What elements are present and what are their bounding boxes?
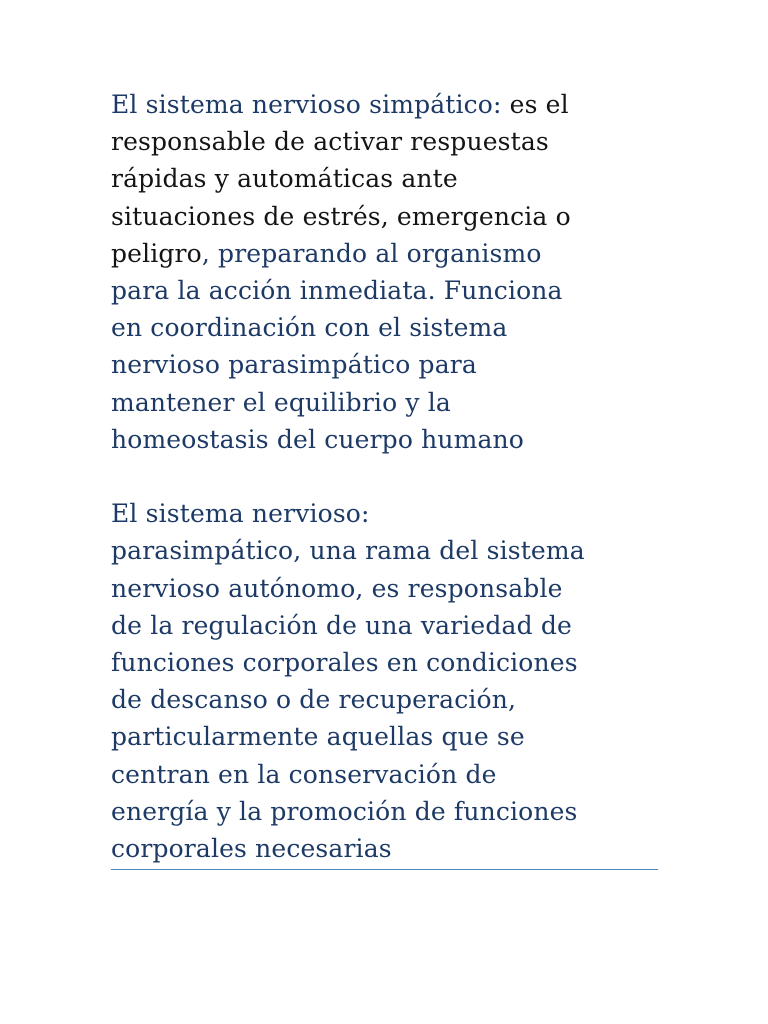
- text-line: energía y la promoción de funciones: [111, 796, 578, 826]
- text-span: peligro: [111, 238, 202, 268]
- paragraph-gap: [111, 458, 671, 495]
- text-line: centran en la conservación de: [111, 759, 497, 789]
- text-line: nervioso autónomo, es responsable: [111, 573, 563, 603]
- text-span: , preparando al organismo: [201, 238, 542, 268]
- text-line: parasimpático, una rama del sistema: [111, 536, 585, 566]
- text-line: rápidas y automáticas ante: [111, 164, 458, 194]
- text-line: de la regulación de una variedad de: [111, 610, 572, 640]
- text-span: es el: [509, 90, 569, 119]
- text-line: para la acción inmediata. Funciona: [111, 276, 563, 306]
- text-line: homeostasis del cuerpo humano: [111, 424, 524, 454]
- text-line: [111, 235, 671, 272]
- text-span: El sistema nervioso simpático:: [111, 90, 510, 119]
- text-line: responsable de activar respuestas: [111, 127, 549, 157]
- text-line: particularmente aquellas que se: [111, 722, 525, 752]
- text-line: funciones corporales en condiciones: [111, 648, 578, 678]
- text-line: corporales necesarias: [111, 834, 392, 864]
- document-body: [111, 86, 671, 867]
- text-line: nervioso parasimpático para: [111, 350, 477, 380]
- text-line: situaciones de estrés, emergencia o: [111, 201, 571, 231]
- text-line: de descanso o de recuperación,: [111, 685, 517, 715]
- text-line: en coordinación con el sistema: [111, 313, 508, 343]
- text-line: mantener el equilibrio y la: [111, 387, 451, 417]
- text-line: El sistema nervioso:: [111, 499, 370, 529]
- text-line: [111, 86, 671, 123]
- paragraph-parasympathetic: [111, 495, 671, 867]
- paragraph-sympathetic: [111, 86, 671, 458]
- horizontal-rule: [111, 869, 658, 870]
